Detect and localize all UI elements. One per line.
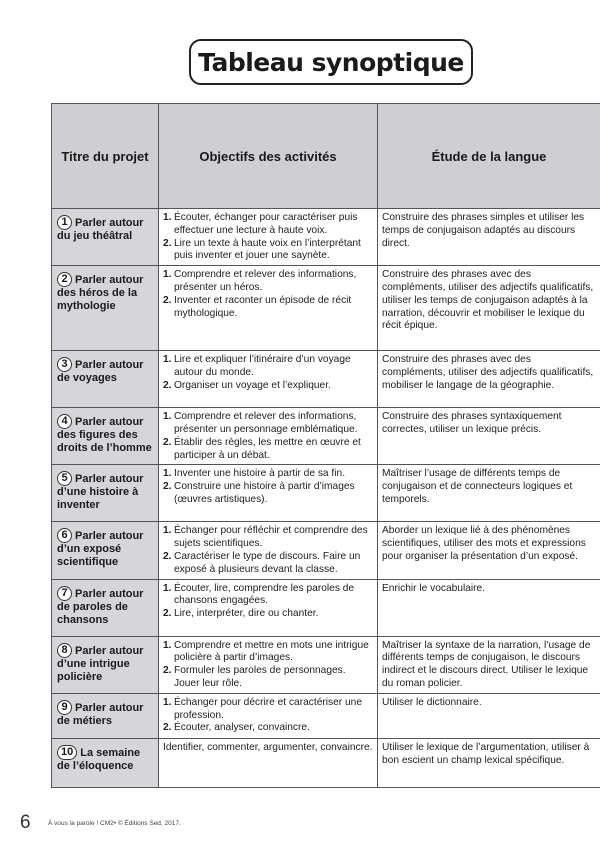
objective-item — [163, 212, 373, 238]
objective-item — [163, 583, 373, 609]
objectives-text: Identifier, commenter, argumenter, convaincre. — [163, 741, 373, 753]
objectives-cell — [159, 465, 378, 522]
objective-item — [163, 468, 373, 481]
objective-item — [163, 437, 373, 463]
objective-number: 1. — [163, 269, 172, 281]
project-title: Parler autour de paroles de chansons — [57, 587, 144, 626]
project-title-cell — [52, 266, 159, 351]
objective-number: 1. — [163, 212, 172, 223]
page-number: 6 — [20, 812, 31, 833]
objective-item — [163, 354, 373, 380]
table-body — [52, 209, 600, 788]
objective-number: 2. — [163, 379, 172, 391]
objective-text: Établir des règles, les mettre en œuvre et participer à un débat. — [174, 436, 361, 461]
objective-number: 1. — [163, 411, 172, 423]
objectives-cell — [159, 408, 378, 465]
project-number-badge: 8 — [57, 643, 72, 658]
objective-text: Comprendre et relever des informations, présenter un personnage emblématique. — [174, 411, 358, 435]
objective-number: 1. — [163, 468, 172, 480]
table-row — [52, 522, 600, 579]
project-number-badge: 6 — [57, 528, 72, 543]
objective-text: Construire une histoire à partir d’images (œuvres artistiques). — [174, 481, 355, 505]
project-title-cell — [52, 408, 159, 465]
objectives-list — [163, 411, 373, 462]
project-title: Parler autour d’une intrigue policière — [57, 644, 144, 683]
objectives-cell — [159, 209, 378, 266]
table-row — [52, 636, 600, 693]
objective-number: 1. — [163, 696, 172, 708]
objectives-list — [163, 697, 373, 735]
language-study-cell: Aborder un lexique lié à des phénomènes scientifiques, utiliser des mots et expressions pour organiser la présentation d’un exposé. — [378, 522, 600, 579]
objectives-list — [163, 525, 373, 576]
objectives-list — [163, 640, 373, 691]
table-row — [52, 465, 600, 522]
objective-text: Échanger pour décrire et caractériser une profession. — [174, 696, 363, 721]
objective-number: 2. — [163, 665, 172, 677]
objective-text: Organiser un voyage et l’expliquer. — [174, 379, 331, 391]
objective-item — [163, 295, 373, 321]
table-row — [52, 738, 600, 787]
objective-text: Écouter, lire, comprendre les paroles de chansons engagées. — [174, 582, 355, 607]
project-number-badge: 2 — [57, 272, 72, 287]
objective-number: 2. — [163, 481, 172, 493]
project-title-cell — [52, 738, 159, 787]
objective-item — [163, 722, 373, 735]
objective-text: Échanger pour réfléchir et comprendre des sujets scientifiques. — [174, 525, 368, 550]
objective-text: Inventer une histoire à partir de sa fin. — [174, 468, 346, 480]
language-study-cell: Utiliser le lexique de l’argumentation, utiliser à bon escient un champ lexical spécifique. — [378, 738, 600, 787]
objective-item — [163, 380, 373, 393]
project-title-cell — [52, 465, 159, 522]
project-title-cell — [52, 693, 159, 738]
project-title-cell — [52, 579, 159, 636]
project-number-badge: 5 — [57, 471, 72, 486]
project-number-badge: 1 — [57, 215, 72, 230]
language-study-cell: Construire des phrases syntaxiquement correctes, utiliser un lexique précis. — [378, 408, 600, 465]
project-title: Parler autour des figures des droits de l’homme — [57, 416, 152, 455]
objectives-cell — [159, 266, 378, 351]
project-title-cell — [52, 209, 159, 266]
objective-item — [163, 481, 373, 507]
project-title: Parler autour de voyages — [57, 359, 144, 385]
language-study-cell: Maîtriser l’usage de différents temps de conjugaison et de connecteurs logiques et temporels. — [378, 465, 600, 522]
header-language-study: Étude de la langue — [378, 104, 600, 209]
language-study-cell: Enrichir le vocabulaire. — [378, 579, 600, 636]
project-number-badge: 10 — [57, 745, 77, 760]
project-number-badge: 3 — [57, 357, 72, 372]
objectives-list — [163, 212, 373, 263]
objectives-cell — [159, 738, 378, 787]
project-title-cell — [52, 636, 159, 693]
page-title: Tableau synoptique — [189, 39, 473, 85]
objective-item — [163, 665, 373, 691]
project-title: Parler autour des héros de la mythologie — [57, 274, 144, 313]
language-study-cell: Construire des phrases avec des compléments, utiliser des adjectifs qualificatifs, mobiliser le langage de la géographie. — [378, 351, 600, 408]
project-title: Parler autour d’une histoire à inventer — [57, 473, 144, 512]
table-row — [52, 579, 600, 636]
table-header-row — [52, 104, 600, 209]
objective-item — [163, 608, 373, 621]
objective-text: Formuler les paroles de personnages. Jouer leur rôle. — [174, 665, 346, 689]
objective-text: Lire, interpréter, dire ou chanter. — [174, 608, 319, 620]
objectives-list — [163, 269, 373, 320]
table-row — [52, 693, 600, 738]
objective-number: 1. — [163, 354, 172, 366]
language-study-cell: Construire des phrases avec des compléments, utiliser des adjectifs qualificatifs, utiliser les temps de conjugaison adaptés à la narration, découvrir et mobiliser le lexique du récit épique. — [378, 266, 600, 351]
table-row — [52, 351, 600, 408]
objective-item — [163, 551, 373, 577]
objective-number: 1. — [163, 639, 172, 651]
project-title-cell — [52, 351, 159, 408]
objective-text: Comprendre et relever des informations, présenter un héros. — [174, 269, 357, 293]
header-objectives: Objectifs des activités — [159, 104, 378, 209]
objective-number: 1. — [163, 582, 172, 594]
objectives-cell — [159, 351, 378, 408]
footer-copyright: À vous la parole ! CM2• © Éditions Sed, 2017. — [48, 820, 181, 827]
objective-text: Écouter, analyser, convaincre. — [174, 722, 310, 734]
objective-text: Lire un texte à haute voix en l’interprétant puis inventer et jouer une saynète. — [174, 237, 361, 262]
objectives-cell — [159, 693, 378, 738]
project-number-badge: 4 — [57, 414, 72, 429]
objective-number: 2. — [163, 436, 172, 448]
objectives-list — [163, 468, 373, 506]
objective-text: Lire et expliquer l’itinéraire d’un voyage autour du monde. — [174, 354, 351, 378]
objective-text: Inventer et raconter un épisode de récit mythologique. — [174, 294, 352, 319]
objective-number: 2. — [163, 237, 172, 249]
language-study-cell: Construire des phrases simples et utiliser les temps de conjugaison adaptés au discours direct. — [378, 209, 600, 266]
objective-text: Caractériser le type de discours. Faire un exposé à plusieurs devant la classe. — [174, 550, 361, 575]
language-study-cell: Maîtriser la syntaxe de la narration, l’usage de différents temps de conjugaison, le discours indirect et le discours direct. Utiliser le lexique du roman policier. — [378, 636, 600, 693]
project-title: La semaine de l’éloquence — [57, 746, 141, 772]
table-row — [52, 209, 600, 266]
objective-item — [163, 411, 373, 437]
project-title: Parler autour de métiers — [57, 701, 144, 727]
objective-text: Écouter, échanger pour caractériser puis effectuer une lecture à haute voix. — [174, 212, 358, 236]
objectives-cell — [159, 579, 378, 636]
project-title: Parler autour du jeu théâtral — [57, 217, 144, 242]
table-row — [52, 408, 600, 465]
objectives-list — [163, 583, 373, 621]
objective-number: 2. — [163, 294, 172, 306]
objectives-cell — [159, 522, 378, 579]
objective-item — [163, 269, 373, 295]
objective-number: 2. — [163, 608, 172, 620]
objective-item — [163, 238, 373, 264]
project-title: Parler autour d’un exposé scientifique — [57, 530, 144, 569]
table-row — [52, 266, 600, 351]
objectives-list — [163, 354, 373, 392]
objective-item — [163, 697, 373, 723]
objective-item — [163, 525, 373, 551]
objective-number: 2. — [163, 550, 172, 562]
project-title-cell — [52, 522, 159, 579]
project-number-badge: 7 — [57, 586, 72, 601]
synoptic-table — [51, 103, 600, 788]
objective-number: 2. — [163, 722, 172, 734]
objectives-cell — [159, 636, 378, 693]
language-study-cell: Utiliser le dictionnaire. — [378, 693, 600, 738]
project-number-badge: 9 — [57, 700, 72, 715]
objective-item — [163, 640, 373, 666]
header-project-title: Titre du projet — [52, 104, 159, 209]
objective-number: 1. — [163, 525, 172, 537]
objective-text: Comprendre et mettre en mots une intrigue policière à partir d’images. — [174, 639, 369, 664]
